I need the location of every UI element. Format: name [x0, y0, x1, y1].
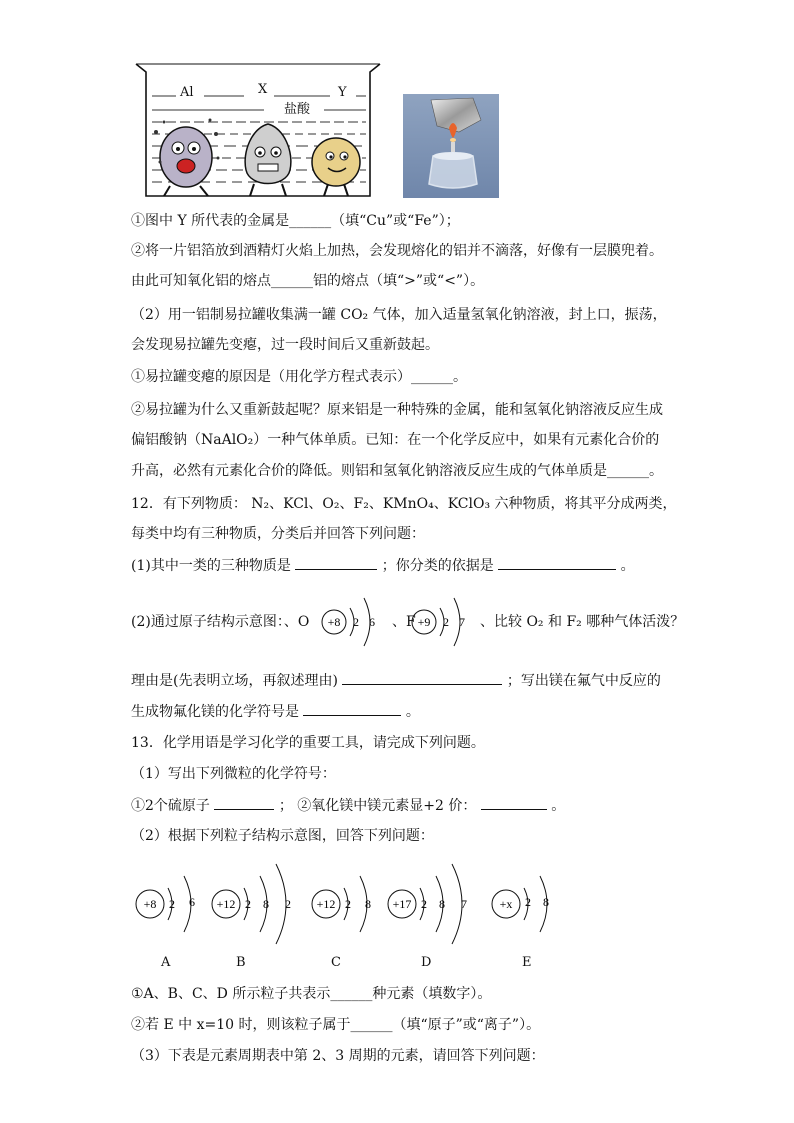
- atom-o-shell-2: 6: [369, 615, 375, 629]
- atom-e-shell-2: 8: [543, 895, 549, 909]
- atom-f-nucleus: +9: [417, 615, 431, 629]
- atom-a-shell-2: 6: [189, 895, 195, 909]
- atom-e-nucleus: +x: [499, 897, 513, 911]
- atom-o-shell-1: 2: [353, 615, 359, 629]
- q12-blank-three-substances[interactable]: [295, 555, 377, 570]
- q12-line6-text-a: 生成物氟化镁的化学符号是: [131, 704, 299, 720]
- q12-line6: [131, 701, 420, 722]
- atom-e-shell-1: 2: [525, 895, 531, 909]
- beaker-label-x: X: [258, 82, 268, 97]
- alcohol-lamp-photo: [403, 94, 499, 198]
- q13-line7: （3）下表是元素周期表中第 2、3 周期的元素，请回答下列问题：: [131, 1048, 545, 1064]
- y-character: [312, 138, 360, 196]
- q13-line3: [131, 795, 565, 816]
- q12-line2: 每类中均有三种物质，分类后并回答下列问题：: [131, 526, 425, 542]
- q13-line3-text-a: ①2个硫原子: [131, 798, 210, 814]
- q12-line5: [131, 670, 661, 691]
- atom-label-a: A: [161, 955, 171, 970]
- q12-line3: [131, 555, 635, 576]
- q13-blank-sulfur-atoms[interactable]: [214, 795, 274, 810]
- atom-label-e: E: [522, 955, 532, 970]
- atom-b-shell-2: 8: [263, 897, 269, 911]
- q13-line2: （1）写出下列微粒的化学符号：: [131, 766, 336, 782]
- atom-diagram-e: [488, 868, 568, 940]
- q11-line3: 由此可知氧化铝的熔点______铝的熔点（填“>”或“<”）。: [131, 273, 485, 289]
- q12-line3-text-b: ；你分类的依据是: [381, 558, 494, 574]
- atom-label-c: C: [331, 955, 341, 970]
- q13-line5: ①A、B、C、D 所示粒子共表示______种元素（填数字）。: [131, 986, 492, 1002]
- atom-diagram-b: [208, 860, 304, 948]
- atom-diagram-o: [320, 590, 390, 654]
- q12-line4-text-a: (2)通过原子结构示意图：、O: [131, 614, 310, 630]
- atom-d-shell-1: 2: [421, 897, 427, 911]
- beaker-label-acid: 盐酸: [282, 98, 312, 117]
- q11-line8: 偏铝酸钠（NaAlO₂）一种气体单质。已知：在一个化学反应中，如果有元素化合价的: [131, 432, 660, 448]
- atom-b-shell-1: 2: [245, 897, 251, 911]
- q12-line3-text-a: (1)其中一类的三种物质是: [131, 558, 291, 574]
- beaker-label-al: Al: [180, 85, 194, 100]
- atom-c-shell-1: 2: [345, 897, 351, 911]
- q13-line1: 13．化学用语是学习化学的重要工具，请完成下列问题。: [131, 735, 485, 751]
- q12-blank-reason[interactable]: [342, 670, 502, 685]
- al-character: [154, 119, 220, 197]
- q12-line5-text-b: ；写出镁在氟气中反应的: [506, 673, 661, 689]
- atom-c-shell-2: 8: [365, 897, 371, 911]
- atom-d-shell-2: 8: [439, 897, 445, 911]
- q12-blank-mgf2-symbol[interactable]: [303, 701, 401, 716]
- atom-diagram-d: [384, 860, 480, 948]
- q12-line6-text-b: 。: [405, 704, 420, 720]
- q12-line3-text-c: 。: [620, 558, 635, 574]
- atom-c-nucleus: +12: [316, 897, 336, 911]
- q11-line1: ①图中 Y 所代表的金属是______（填“Cu”或“Fe”）；: [131, 213, 460, 229]
- q12-line4-text-c: 、比较 O₂ 和 F₂ 哪种气体活泼？: [480, 614, 685, 630]
- q13-line6: ②若 E 中 x=10 时，则该粒子属于______（填“原子”或“离子”）。: [131, 1017, 541, 1033]
- q12-line4-text-b: 、F: [392, 614, 416, 630]
- atom-b-nucleus: +12: [216, 897, 236, 911]
- beaker-label-y: Y: [338, 85, 347, 100]
- atom-label-b: B: [236, 955, 246, 970]
- atom-f-shell-2: 7: [459, 615, 465, 629]
- atom-a-nucleus: +8: [143, 897, 157, 911]
- q11-line2: ②将一片铝箔放到酒精灯火焰上加热，会发现熔化的铝并不滴落，好像有一层膜兜着。: [131, 243, 663, 259]
- q11-line5: 会发现易拉罐先变瘪，过一段时间后又重新鼓起。: [131, 337, 439, 353]
- atom-a-shell-1: 2: [169, 897, 175, 911]
- q13-line3-text-b: ； ②氧化镁中镁元素显+2 价：: [278, 798, 477, 814]
- atom-diagram-c: [308, 868, 388, 940]
- q11-line6: ①易拉罐变瘪的原因是（用化学方程式表示）______。: [131, 369, 467, 385]
- q12-line1: 12．有下列物质： N₂、KCl、O₂、F₂、KMnO₄、KClO₃ 六种物质，将其平分成两类，: [131, 496, 677, 512]
- q11-line4: （2）用一铝制易拉罐收集满一罐 CO₂ 气体，加入适量氢氧化钠溶液，封上口，振荡，: [131, 307, 667, 323]
- q13-blank-mg-valence[interactable]: [481, 795, 547, 810]
- q11-line9: 升高，必然有元素化合价的降低。则铝和氢氧化钠溶液反应生成的气体单质是______。: [131, 463, 663, 479]
- atom-d-shell-3: 7: [461, 897, 467, 911]
- atom-label-d: D: [421, 955, 432, 970]
- x-character: [245, 124, 291, 196]
- atom-f-shell-1: 2: [443, 615, 449, 629]
- q12-line5-text-a: 理由是(先表明立场，再叙述理由): [131, 673, 338, 689]
- q13-line3-text-c: 。: [551, 798, 566, 814]
- atom-diagram-a: [132, 868, 212, 940]
- q12-blank-basis[interactable]: [498, 555, 616, 570]
- q11-line7: ②易拉罐为什么又重新鼓起呢？原来铝是一种特殊的金属，能和氢氧化钠溶液反应生成: [131, 402, 663, 418]
- q13-line4: （2）根据下列粒子结构示意图，回答下列问题：: [131, 828, 434, 844]
- atom-o-nucleus: +8: [327, 615, 341, 629]
- atom-d-nucleus: +17: [392, 897, 412, 911]
- atom-b-shell-3: 2: [285, 897, 291, 911]
- atom-diagram-f: [410, 590, 480, 654]
